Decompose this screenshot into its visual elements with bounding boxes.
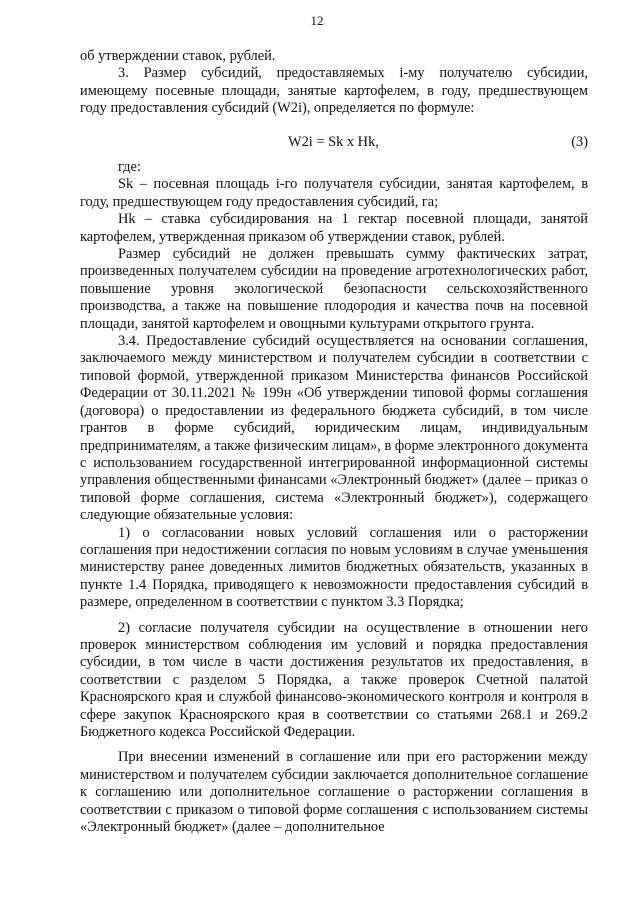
formula-number: (3) [571, 133, 588, 150]
paragraph-sk-definition: Sk – посевная площадь i-го получателя субсидии, занятая картофелем, в году, предшествующем году предоставления субсидий, га; [80, 176, 588, 210]
paragraph-gap [80, 612, 588, 620]
formula-expression: W2i = Sk x Hk, [288, 133, 379, 150]
paragraph-amendments: При внесении изменений в соглашение или при его расторжении между министерством и получателем субсидии заключается дополнительное соглашение к соглашению или дополнительное соглашение о расторжении соглашения в соответствии с приказом о типовой форме соглашения с использованием системы «Электронный бюджет» (далее – дополнительное [80, 749, 588, 836]
paragraph-condition-1: 1) о согласовании новых условий соглашения или о расторжении соглашения при недостижении согласия по новым условиям в случае уменьшения министерству ранее доведенных лимитов бюджетных обязательств, указанных в пункте 1.4 Порядка, приводящего к невозможности предоставления субсидий в размере, определенном в соответствии с пунктом 3.3 Порядка; [80, 524, 588, 611]
formula-block [80, 134, 588, 151]
paragraph-item-3-4: 3.4. Предоставление субсидий осуществляется на основании соглашения, заключаемого между министерством и получателем субсидии в соответствии с типовой формой, утвержденной приказом Министерства финансов Российской Федерации от 30.11.2021 № 199н «Об утверждении типовой формы соглашения (договора) о предоставлении из федерального бюджета субсидий, в том числе грантов в форме субсидий, юридическим лицам, индивидуальным предпринимателям, а также физическим лицам», в форме электронного документа с использованием государственной интегрированной информационной системы управления общественными финансами «Электронный бюджет» (далее – приказ о типовой форме соглашения, система «Электронный бюджет»), содержащего следующие обязательные условия: [80, 333, 588, 524]
paragraph-gap [80, 741, 588, 749]
paragraph-hk-definition: Hk – ставка субсидирования на 1 гектар посевной площади, занятой картофелем, утвержденная приказом об утверждении ставок, рублей. [80, 211, 588, 245]
document-body [80, 48, 588, 836]
paragraph-condition-2: 2) согласие получателя субсидии на осуществление в отношении него проверок министерством соблюдения им условий и порядка предоставления субсидии, в том числе в части достижения результатов их предоставления, в соответствии с разделом 5 Порядка, а также проверок Счетной палатой Красноярского края и службой финансово-экономического контроля и контроля в сфере закупок Красноярского края в соответствии со статьями 268.1 и 269.2 Бюджетного кодекса Российской Федерации. [80, 619, 588, 741]
paragraph-where: где: [118, 159, 141, 176]
paragraph-subsidy-limit: Размер субсидий не должен превышать сумму фактических затрат, произведенных получателем субсидии на проведение агротехнологических работ, повышение уровня экологической безопасности сельскохозяйственного производства, а также на повышение плодородия и качества почв на посевной площади, занятой картофелем и овощными культурами открытого грунта. [80, 246, 588, 332]
page-number: 12 [310, 13, 324, 28]
paragraph-item-3: 3. Размер субсидий, предоставляемых i-му получателю субсидии, имеющему посевные площади, занятые картофелем, в году, предшествующем году предоставления субсидий (W2i), определяется по формуле: [80, 65, 588, 117]
paragraph-continuation: об утверждении ставок, рублей. [80, 48, 276, 64]
